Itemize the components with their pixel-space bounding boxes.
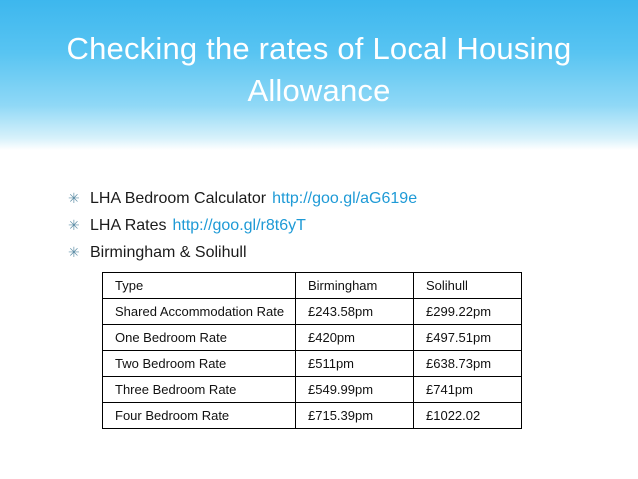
table-cell: Four Bedroom Rate [103, 403, 296, 429]
table-cell: £1022.02 [414, 403, 522, 429]
table-cell: Shared Accommodation Rate [103, 299, 296, 325]
bullet-item [68, 212, 417, 239]
rates-table [102, 272, 522, 429]
table-cell: £243.58pm [296, 299, 414, 325]
table-cell: £299.22pm [414, 299, 522, 325]
bullet-item [68, 185, 418, 212]
table-header-cell: Type [103, 273, 296, 299]
table-cell: £549.99pm [296, 377, 414, 403]
table-cell: £638.73pm [414, 351, 522, 377]
table-header-cell: Birmingham [296, 273, 414, 299]
bullet-text: LHA Bedroom Calculator [90, 189, 267, 207]
bullet-text: Birmingham & Solihull [90, 243, 247, 261]
table-row [103, 299, 522, 325]
table-header-cell: Solihull [414, 273, 522, 299]
table-cell: Three Bedroom Rate [103, 377, 296, 403]
table-row [103, 377, 522, 403]
table-row [103, 325, 522, 351]
slide-title [30, 28, 608, 112]
table-cell: £420pm [296, 325, 414, 351]
table-cell: Two Bedroom Rate [103, 351, 296, 377]
table-cell: £715.39pm [296, 403, 414, 429]
table-row [103, 403, 522, 429]
table-header-row [103, 273, 522, 299]
title-line-1: Checking the rates of Local Housing [66, 31, 572, 66]
table-cell: £511pm [296, 351, 414, 377]
bullet-list [68, 185, 418, 266]
star-bullet-icon: ✳ [68, 217, 80, 233]
star-bullet-icon: ✳ [68, 190, 80, 206]
bullet-text: LHA Rates [90, 216, 167, 234]
table-cell: £497.51pm [414, 325, 522, 351]
title-line-2: Allowance [247, 73, 391, 108]
bullet-link[interactable]: http://goo.gl/aG619e [272, 189, 418, 207]
table-cell: One Bedroom Rate [103, 325, 296, 351]
bullet-item [68, 239, 417, 266]
star-bullet-icon: ✳ [68, 244, 80, 260]
table-row [103, 351, 522, 377]
table-cell: £741pm [414, 377, 522, 403]
bullet-link[interactable]: http://goo.gl/r8t6yT [172, 216, 306, 234]
